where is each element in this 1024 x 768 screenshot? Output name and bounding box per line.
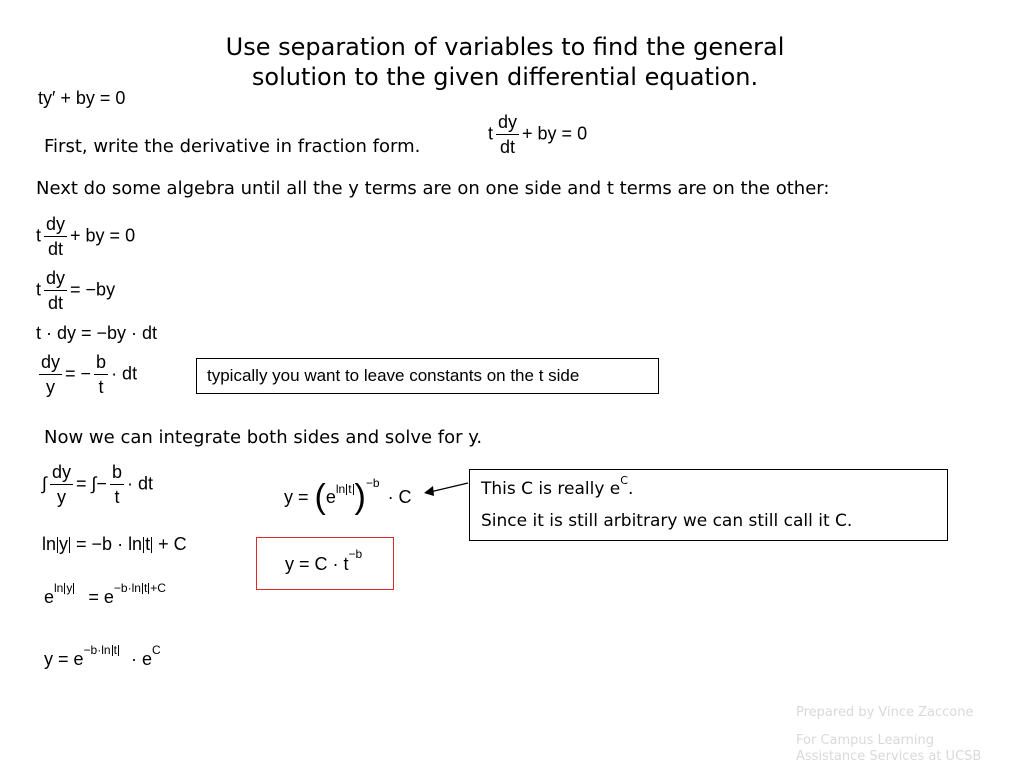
frac-denominator: dt bbox=[48, 238, 64, 259]
c-note-line-1 bbox=[470, 470, 947, 499]
title-line-1: Use separation of variables to find the general bbox=[225, 33, 785, 61]
log-equation bbox=[42, 535, 187, 553]
base-e: e bbox=[73, 649, 84, 669]
frac-numerator: b bbox=[94, 353, 108, 375]
final-answer-box bbox=[256, 537, 394, 590]
base-e: e bbox=[103, 587, 114, 607]
dot-c: · C bbox=[387, 487, 412, 507]
abs-bar bbox=[143, 537, 144, 553]
c-note-text-a: This C is really e bbox=[481, 479, 621, 499]
original-equation bbox=[38, 89, 125, 107]
equals-minus: = − bbox=[65, 363, 92, 384]
frac-numerator: dy bbox=[39, 353, 62, 375]
ln-text: ln bbox=[335, 481, 346, 496]
dy-y-fraction bbox=[50, 463, 73, 507]
b-t-fraction bbox=[94, 353, 108, 397]
exponent-minus-b-ln-t bbox=[84, 643, 120, 657]
abs-bar bbox=[57, 537, 58, 553]
dot: · bbox=[130, 649, 137, 669]
equals: = bbox=[75, 473, 87, 494]
abs-bar bbox=[118, 645, 119, 656]
exp-plus-c: +C bbox=[150, 581, 166, 595]
y-power-equation bbox=[284, 472, 412, 522]
first-step-text: First, write the derivative in fraction form. bbox=[44, 136, 421, 157]
frac-numerator: dy bbox=[44, 269, 67, 291]
c-note-sup: C bbox=[620, 474, 628, 487]
y-equals: y = bbox=[284, 487, 309, 507]
frac-numerator: b bbox=[110, 463, 124, 485]
abs-bar bbox=[142, 583, 143, 594]
frac-denominator: dt bbox=[48, 292, 64, 313]
exponent-minus-b: −b bbox=[348, 547, 363, 561]
b-t-fraction bbox=[110, 463, 124, 507]
y-equals-c-t: y = C · t bbox=[285, 554, 349, 574]
frac-denominator: t bbox=[98, 376, 104, 397]
t-dy-equation: t · dy = −by · dt bbox=[36, 323, 158, 343]
slide-title bbox=[0, 32, 1010, 92]
abs-bar bbox=[112, 645, 113, 656]
exponent-minus-b-ln-t-plus-c bbox=[114, 581, 166, 595]
abs-bar bbox=[151, 537, 152, 553]
frac-numerator: dy bbox=[44, 215, 67, 237]
abs-bar bbox=[353, 484, 354, 495]
dy-dt-fraction bbox=[44, 215, 67, 259]
footer-credit bbox=[796, 705, 981, 765]
var-t: t bbox=[348, 481, 352, 496]
exponent-minus-b: −b bbox=[365, 476, 380, 490]
title-line-2: solution to the given differential equation. bbox=[251, 63, 759, 91]
left-paren: ( bbox=[314, 478, 326, 516]
integral-sign: ∫ bbox=[42, 473, 47, 494]
equation-rest: + by = 0 bbox=[70, 225, 136, 246]
var-t: t bbox=[36, 225, 42, 246]
var-y: y bbox=[59, 534, 69, 554]
algebra-line-1 bbox=[36, 215, 135, 259]
var-y: y bbox=[66, 581, 73, 595]
dy-dt-fraction bbox=[496, 113, 519, 157]
fraction-form-equation bbox=[488, 113, 587, 157]
base-e: e bbox=[44, 587, 55, 607]
c-note-text-b: . bbox=[627, 479, 634, 499]
dot-dt: · dt bbox=[126, 473, 153, 494]
y-product-equation bbox=[44, 643, 161, 669]
dot-dt: · dt bbox=[111, 363, 138, 384]
plus-c: + C bbox=[158, 534, 187, 554]
final-answer bbox=[285, 547, 363, 574]
integrate-step-text: Now we can integrate both sides and solve for y. bbox=[44, 427, 483, 448]
right-paren: ) bbox=[354, 478, 366, 516]
footer-line-2: For Campus Learning bbox=[796, 733, 934, 748]
constants-note-text: typically you want to leave constants on the t side bbox=[207, 366, 580, 385]
ln-text: ln bbox=[54, 581, 64, 595]
equals: = bbox=[88, 587, 99, 607]
y-equals: y = bbox=[44, 649, 69, 669]
abs-bar bbox=[73, 583, 74, 594]
algebra-line-3 bbox=[36, 324, 157, 342]
dy-y-fraction bbox=[39, 353, 62, 397]
equals-minus-b-ln: = −b · ln bbox=[76, 534, 143, 554]
exp-minus-b-ln: −b·ln bbox=[83, 643, 111, 657]
var-t: t bbox=[488, 123, 494, 144]
frac-denominator: y bbox=[46, 376, 55, 397]
base-e: e bbox=[325, 487, 336, 507]
dy-dt-fraction bbox=[44, 269, 67, 313]
original-equation-text: ty′ + by = 0 bbox=[38, 88, 126, 108]
c-note-line-2: Since it is still arbitrary we can still call it C. bbox=[481, 511, 853, 531]
base-e: e bbox=[141, 649, 152, 669]
frac-numerator: dy bbox=[50, 463, 73, 485]
exponent-ln-abs-t bbox=[336, 483, 355, 495]
algebra-line-4 bbox=[36, 353, 137, 397]
frac-denominator: dt bbox=[500, 136, 516, 157]
frac-numerator: dy bbox=[496, 113, 519, 135]
exponent-c: C bbox=[151, 643, 161, 657]
exp-minus-b-ln: −b·ln bbox=[113, 581, 141, 595]
integral-sign: ∫ bbox=[91, 473, 97, 494]
abs-bar bbox=[69, 537, 70, 553]
var-t: t bbox=[143, 581, 148, 595]
equation-rest: + by = 0 bbox=[522, 123, 588, 144]
var-t: t bbox=[145, 534, 151, 554]
exponent-ln-abs-y bbox=[54, 581, 75, 595]
algebra-step-text: Next do some algebra until all the y terms are on one side and t terms are on the other: bbox=[36, 178, 830, 199]
var-t: t bbox=[36, 279, 42, 300]
footer-line-3: Assistance Services at UCSB bbox=[796, 749, 982, 764]
arrow-icon bbox=[420, 478, 470, 498]
algebra-line-2 bbox=[36, 269, 115, 313]
minus-sign: − bbox=[96, 473, 107, 494]
frac-denominator: y bbox=[56, 486, 66, 507]
exponential-equation bbox=[44, 581, 166, 607]
footer-line-1: Prepared by Vince Zaccone bbox=[796, 705, 974, 720]
c-note-box bbox=[469, 469, 948, 541]
frac-denominator: t bbox=[114, 486, 120, 507]
var-t: t bbox=[113, 643, 117, 657]
ln-text: ln bbox=[42, 534, 57, 554]
constants-note-box bbox=[196, 358, 659, 394]
equation-rest: = −by bbox=[70, 279, 116, 300]
integral-equation bbox=[42, 463, 153, 507]
